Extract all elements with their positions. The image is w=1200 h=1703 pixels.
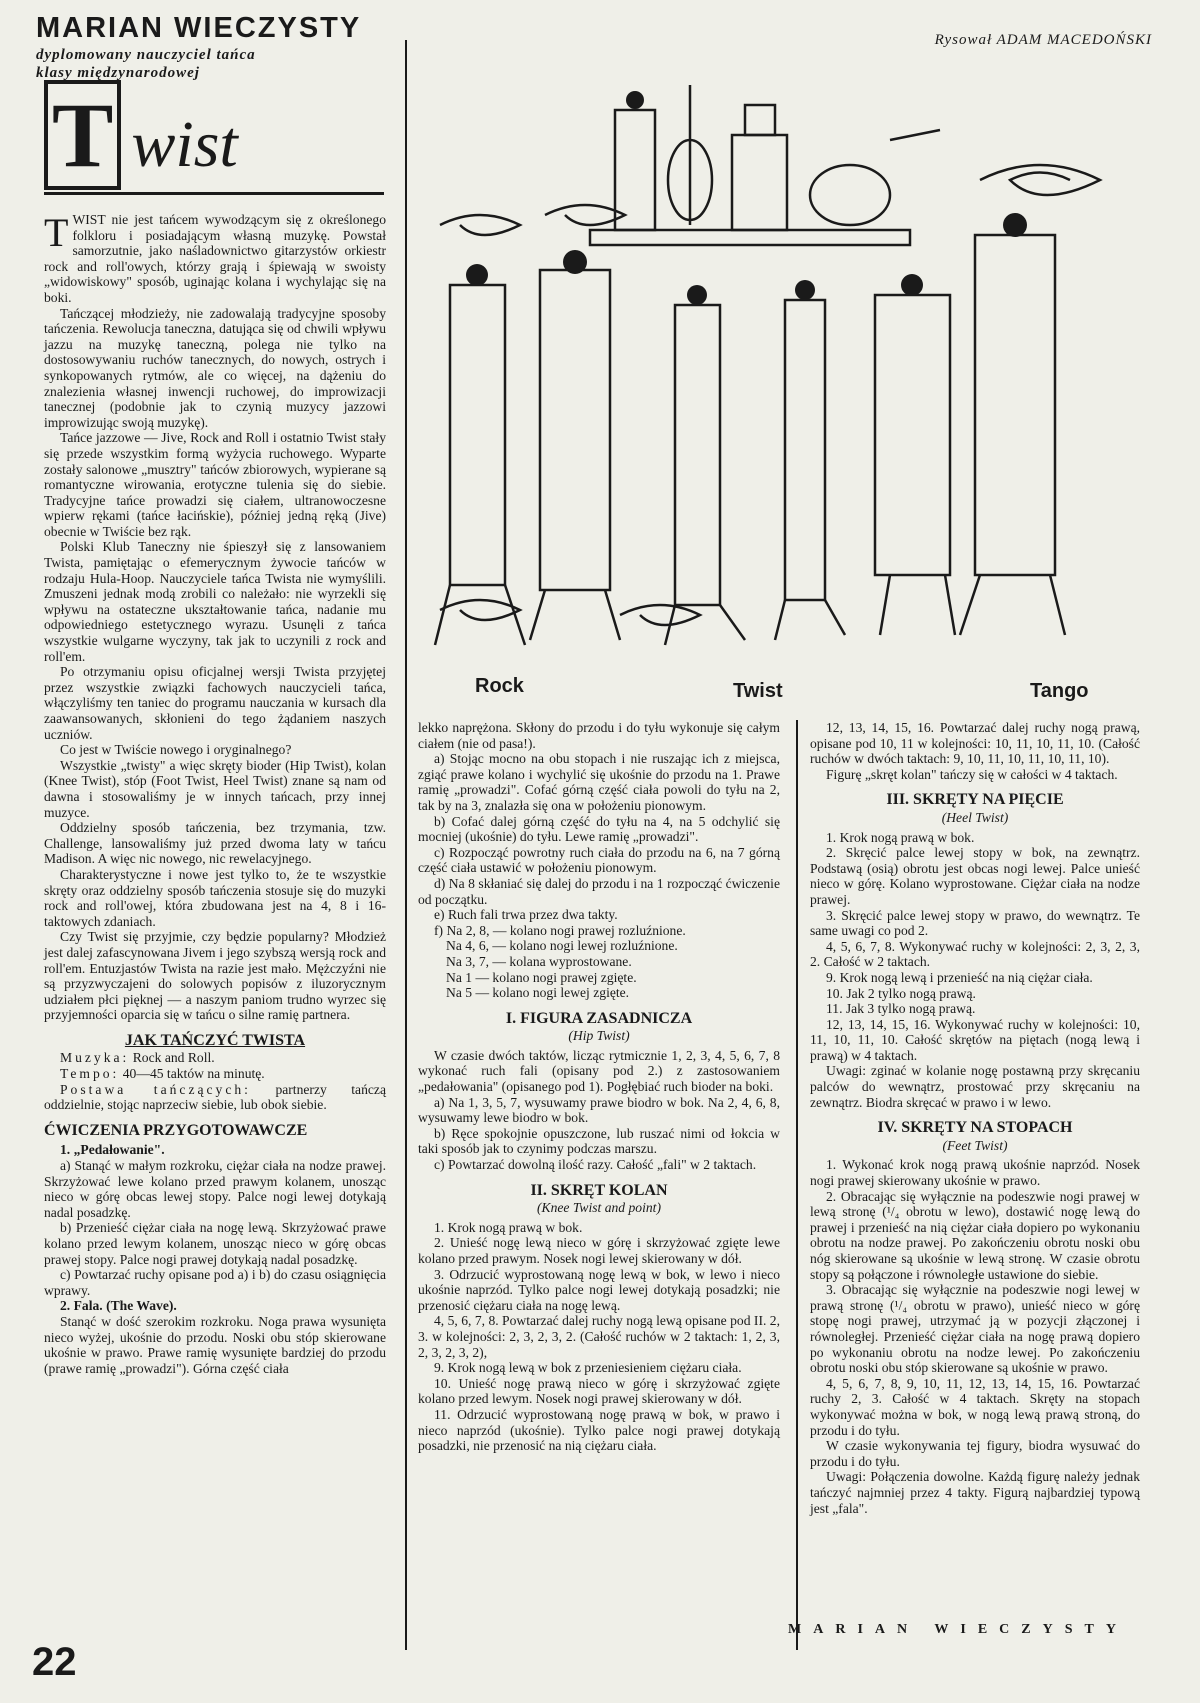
- howto-stance: Postawa tańczących: partnerzy tańczą oddzielnie, stojąc naprzeciw siebie, lub obok siebie.: [44, 1081, 386, 1113]
- title-initial: T: [44, 80, 121, 190]
- wave-step: c) Rozpocząć powrotny ruch ciała do przodu na 6, na 7 górną część ciała ustawić w położeniu pionowym.: [418, 844, 780, 876]
- howto-heading: JAK TAŃCZYĆ TWISTA: [124, 1031, 306, 1049]
- fig2-subtitle: (Knee Twist and point): [537, 1200, 661, 1216]
- fig3-text: 3. Skręcić palce lewej stopy w prawo, do wewnątrz. Te same uwagi co pod 2.: [810, 907, 1140, 939]
- fig3-text: 11. Jak 3 tylko nogą prawą.: [826, 1001, 976, 1017]
- article-title: [44, 84, 384, 186]
- exercises-heading: ĆWICZENIA PRZYGOTOWAWCZE: [44, 1121, 308, 1139]
- intro-paragraph: Tańce jazzowe — Jive, Rock and Roll i ostatnio Twist stały się przede wszystkim formą wyżycia ruchowego. Wyparte zostały salonowe „musztry" tańców zbiorowych, wypierane są romantyczne wirowania, erotyczne tulenia się do siebie. Tradycyjne tańce prowadzi się ciałem, ultranowoczesne wpierw rękami (tańce łacińskie), później jedną ręką (Jive) obecnie w Twiście bez rąk.: [44, 430, 386, 539]
- label-twist: Twist: [733, 680, 783, 702]
- right-column: [810, 720, 1140, 1516]
- fig2-continuation: Figurę „skręt kolan" tańczy się w całości w 4 taktach.: [826, 766, 1118, 782]
- fig3-subtitle: (Heel Twist): [941, 809, 1009, 825]
- fig3-text: 12, 13, 14, 15, 16. Wykonywać ruchy w kolejności: 10, 11, 10, 11, 10. Całość skrętów na piętach (nogą lewą i prawą) w 4 taktach.: [810, 1016, 1140, 1063]
- drop-cap: T: [44, 210, 69, 255]
- exercise-item: 1. „Pedałowanie".: [60, 1142, 165, 1158]
- fig2-text: 9. Krok nogą lewą w bok z przeniesieniem ciężaru ciała.: [434, 1360, 742, 1376]
- fig4-text: Uwagi: Połączenia dowolne. Każdą figurę należy jednak tańczyć najmniej przez 4 takty. Figurą najbardziej typową jest „fala".: [810, 1469, 1140, 1516]
- title-rest: wist: [131, 108, 238, 181]
- label-rock: Rock: [475, 675, 524, 697]
- fig1-subtitle: (Hip Twist): [568, 1028, 630, 1044]
- wave-step: e) Ruch fali trwa przez dwa takty.: [434, 907, 618, 923]
- fig2-continuation: 12, 13, 14, 15, 16. Powtarzać dalej ruchy nogą prawą, opisane pod 10, 11 w kolejności: 10, 11, 10, 11, 10. (Całość ruchów w dwóch taktach: 9, 10, 11, 10, 11, 10, 11, 10).: [810, 720, 1140, 767]
- fig3-text: 10. Jak 2 tylko nogą prawą.: [826, 985, 976, 1001]
- wave-step: b) Cofać dalej górną część do tyłu na 4, na 5 odchylić się mocniej (ukośnie) do tyłu. Lewe ramię „prowadzi".: [418, 813, 780, 845]
- fig4-text: 1. Wykonać krok nogą prawą ukośnie naprzód. Nosek nogi prawej skierowany ukośnie w prawo.: [810, 1157, 1140, 1189]
- fig4-text: 3. Obracając się wyłącznie na podeszwie nogi lewej w prawą stronę (¹/₄ obrotu w prawo), unieść nieco w górę stopę nogi prawej, utrzymać ją w pozycji złączonej i równoległej. Przenieść ciężar ciała na nogę prawą dopiero po wykonaniu obrotu na nodze lewej. Po zakończeniu obrotu noski obu stóp skierowane są ukośnie w prawo.: [810, 1282, 1140, 1376]
- fig4-text: 4, 5, 6, 7, 8, 9, 10, 11, 12, 13, 14, 15, 16. Powtarzać ruchy 2, 3. Całość w 4 taktach. Skręty na stopach wykonywać można w bok, w nogą lewą prawą stroną, do przodu i do tyłu.: [810, 1375, 1140, 1438]
- author-name: MARIAN WIECZYSTY: [36, 12, 362, 44]
- howto-music: Muzyka: Rock and Roll.: [60, 1050, 215, 1066]
- fig3-text: Uwagi: zginać w kolanie nogę postawną przy skręcaniu palców do wewnątrz, prostować przy skręcaniu na zewnątrz. Biodra skręcać w prawo i w lewo.: [810, 1063, 1140, 1110]
- intro-paragraph: Charakterystyczne i nowe jest tylko to, że te wszystkie skręty oraz oddzielny sposób tańczenia stosuje się do muzyki rock and roll'owej, która zbudowana jest na 4, 8 i 16-taktowych zdaniach.: [44, 866, 386, 929]
- exercise-item: 2. Fala. (The Wave).: [60, 1298, 177, 1314]
- intro-paragraph: Polski Klub Taneczny nie śpieszył się z lansowaniem Twista, pamiętając o efemerycznym żywocie tańców w rodzaju Hula-Hoop. Nauczyciele tańca Twista nie wymyślili. Zmuszeni jednak modą zrobili co należało: nie wyrzekli się wpływu na ostateczne ukształtowanie tańca, nadanie mu odpowiedniego estetycznego wyrazu. Usunęli z tańca wszystkie wulgarne wyczyny, tak jak to uczynili z rock and roll'em.: [44, 539, 386, 664]
- fig1-text: a) Na 1, 3, 5, 7, wysuwamy prawe biodro w bok. Na 2, 4, 6, 8, wysuwamy lewe biodro w bok.: [418, 1094, 780, 1126]
- middle-column: [418, 720, 780, 1454]
- author-subtitle-1: dyplomowany nauczyciel tańca: [36, 47, 256, 63]
- wave-step: a) Stojąc mocno na obu stopach i nie ruszając ich z miejsca, zgiąć prawe kolano i wychylić się ukośnie do przodu na 1. Prawe ramię „prowadzi". Cofać górną część ciała powoli do tyłu na 2, tak by na 3, znalazła się ona w położeniu pionowym.: [418, 751, 780, 813]
- wave-step: Na 4, 6, — kolano nogi lewej rozluźnione.: [446, 938, 678, 954]
- intro-paragraph: Po otrzymaniu opisu oficjalnej wersji Twista przyjętej przez wszystkie związki fachowych nauczycieli tańca, włączyliśmy ten taniec do programu nauczania w kursach dla zaawansowanych, skłonieni do tego żądaniem naszych uczniów.: [44, 664, 386, 742]
- wave-step: Na 1 — kolano nogi prawej zgięte.: [446, 969, 637, 985]
- wave-step: d) Na 8 skłaniać się dalej do przodu i na 1 rozpocząć ćwiczenie od początku.: [418, 875, 780, 907]
- fig3-heading: III. SKRĘTY NA PIĘCIE: [886, 791, 1064, 809]
- exercise-step: b) Przenieść ciężar ciała na nogę lewą. Skrzyżować prawe kolano przed lewym kolanem, unosząc nieco w górę obcas prawej stopy. Palce nogi prawej dotykają nadal posadzkę.: [44, 1220, 386, 1267]
- fig2-heading: II. SKRĘT KOLAN: [530, 1181, 668, 1199]
- illustrator-credit: Rysował ADAM MACEDOŃSKI: [934, 32, 1152, 48]
- howto-tempo: Tempo: 40—45 taktów na minutę.: [60, 1066, 265, 1082]
- fig1-text: b) Ręce spokojnie opuszczone, lub ruszać nimi od łokcia w taki sposób jak to czynimy podczas marszu.: [418, 1125, 780, 1157]
- intro-paragraph: Wszystkie „twisty" a więc skręty bioder (Hip Twist), kolan (Knee Twist), stóp (Foot Twist, Heel Twist) znane są nam od dawna i stosowaliśmy je w innych tańcach, przy innej muzyce.: [44, 757, 386, 820]
- wave-step: Na 3, 7, — kolana wyprostowane.: [446, 953, 632, 969]
- fig2-text: 4, 5, 6, 7, 8. Powtarzać dalej ruchy nogą lewą opisane pod II. 2, 3. w kolejności: 2, 3, 2, 3, 2. (Całość ruchów w 2 taktach: 1, 2, 3, 2, 3, 2, 3, 2),: [418, 1313, 780, 1360]
- intro-paragraph: Oddzielny sposób tańczenia, bez trzymania, tzw. Challenge, lansowaliśmy już przed dwoma laty w tańcu Madison. A więc nic nowego, nic rewelacyjnego.: [44, 820, 386, 867]
- fig2-text: 2. Unieść nogę lewą nieco w górę i skrzyżować zgięte lewe kolano przed prawym. Nosek nogi lewej skierowany w dół.: [418, 1235, 780, 1266]
- fig3-text: 1. Krok nogą prawą w bok.: [826, 829, 975, 845]
- fig1-text: W czasie dwóch taktów, licząc rytmicznie 1, 2, 3, 4, 5, 6, 7, 8 wykonać ruch fali (opisany pod 2.) z zastosowaniem „pedałowania" (opisanego pod 1). Pogłębiać ruch bioder na boki.: [418, 1047, 780, 1095]
- fig2-text: 11. Odrzucić wyprostowaną nogę prawą w bok, w prawo i nieco naprzód (ukośnie). Tylko palce nogi prawej dotykają posadzki, nie przenosić na nią ciężaru ciała.: [418, 1406, 780, 1454]
- exercise-step: a) Stanąć w małym rozkroku, ciężar ciała na nodze prawej. Skrzyżować lewe kolano przed prawym kolanem, unosząc nieco w górę obcas lewej stopy. Palce nogi lewej dotykają nadal posadzkę.: [44, 1158, 386, 1220]
- illustration: [420, 40, 1150, 710]
- fig4-heading: IV. SKRĘTY NA STOPACH: [877, 1119, 1073, 1137]
- author-subtitle-2: klasy międzynarodowej: [36, 65, 200, 81]
- intro-paragraph: TWIST nie jest tańcem wywodzącym się z określonego folkloru i posiadającym własną muzykę. Powstał samorzutnie, jako naśladownictwo gitarzystów orkiestr rock and roll'owych, którzy grają i śpiewają w swoisty „widowiskowy" sposób, uginając kolana i wychylając się na boki.: [44, 210, 386, 305]
- wave-continuation: lekko naprężona. Skłony do przodu i do tyłu wykonuje się całym ciałem (nie od pasa!).: [418, 720, 780, 751]
- fig4-subtitle: (Feet Twist): [942, 1137, 1008, 1153]
- title-rule: [44, 192, 384, 195]
- fig1-heading: I. FIGURA ZASADNICZA: [505, 1009, 693, 1027]
- intro-paragraph: Czy Twist się przyjmie, czy będzie popularny? Młodzież jest dalej zafascynowana Jivem i jego szybszą wersją rock and roll'em. Entuzjastów Twista na razie jest mało. Mężczyźni nie są przyzwyczajeni do solowych popisów z iluzorycznym udziałem płci pięknej — a naszym paniom trudno wyrzec się przyjemności oparcia się w tańcu o silne ramię partnera.: [44, 929, 386, 1023]
- fig3-text: 4, 5, 6, 7, 8. Wykonywać ruchy w kolejności: 2, 3, 2, 3, 2. Całość w 2 taktach.: [810, 938, 1140, 970]
- dancers-illustration: [420, 40, 1150, 710]
- intro-paragraph: Tańczącej młodzieży, nie zadowalają tradycyjne sposoby tańczenia. Rewolucja taneczna, datująca się od chwili wpływu jazzu na muzykę taneczną, polega nie tylko na dostosowywaniu ruchów tanecznych, do nowych, ostrych i synkopowanych rytmów, ale co więcej, na dążeniu do znalezienia własnej inwencji ruchowej, do improwizacji tanecznej (podobnie jak to czynią muzycy jazzowi improwizując swoją muzykę).: [44, 305, 386, 430]
- exercise-step: Stanąć w dość szerokim rozkroku. Noga prawa wysunięta nieco wyżej, ukośnie do przodu. Noski obu stóp skierowane ukośnie w prawo. Prawe ramię wysunięte bardziej do przodu (prawe ramię „prowadzi"). Górna część ciała: [44, 1313, 386, 1376]
- column-divider: [796, 720, 798, 1650]
- fig4-text: 2. Obracając się wyłącznie na podeszwie nogi prawej w lewą stronę (¹/₄ obrotu w lewo), dostawić nogę lewą do prawej i przenieść na nią ciężar ciała dopiero po wykonaniu obrotu na nodze prawej. Po zakończeniu obrotu noski obu nóg skierowane są ukośnie w lewą stronę. W czasie obrotu stopy są połączone i równoległe ustawione do siebie.: [810, 1188, 1140, 1282]
- label-tango: Tango: [1030, 680, 1089, 702]
- page-number: 22: [32, 1640, 77, 1684]
- fig1-text: c) Powtarzać dowolną ilość razy. Całość „fali" w 2 taktach.: [434, 1157, 757, 1173]
- fig2-text: 10. Unieść nogę prawą nieco w górę i skrzyżować zgięte kolano przed lewym. Nosek nogi prawej skierowany w dół.: [418, 1375, 780, 1407]
- signature: MARIAN WIECZYSTY: [788, 1622, 1128, 1637]
- wave-step: f) Na 2, 8, — kolano nogi prawej rozluźnione.: [434, 922, 686, 938]
- wave-step: Na 5 — kolano nogi lewej zgięte.: [446, 985, 630, 1001]
- fig2-text: 3. Odrzucić wyprostowaną nogę lewą w bok, w lewo i nieco ukośnie naprzód. Tylko palce nogi lewej dotykają posadzki; nie przenosić ciężaru ciała na nogę lewą.: [418, 1266, 780, 1313]
- fig4-text: W czasie wykonywania tej figury, biodra wysuwać do przodu i do tyłu.: [810, 1438, 1140, 1469]
- exercise-step: c) Powtarzać ruchy opisane pod a) i b) do czasu osiągnięcia wprawy.: [44, 1267, 386, 1298]
- fig2-text: 1. Krok nogą prawą w bok.: [434, 1219, 583, 1235]
- fig3-text: 9. Krok nogą lewą i przenieść na nią ciężar ciała.: [826, 969, 1093, 985]
- fig3-text: 2. Skręcić palce lewej stopy w bok, na zewnątrz. Podstawą (osią) obrotu jest obcas nogi lewej. Palce unieść nieco w górę. Kolano wyprostowane. Ciężar ciała na nodze prawej.: [810, 845, 1140, 907]
- left-column: [44, 212, 386, 1376]
- column-divider: [405, 40, 407, 1650]
- intro-paragraph: Co jest w Twiście nowego i oryginalnego?: [60, 742, 292, 758]
